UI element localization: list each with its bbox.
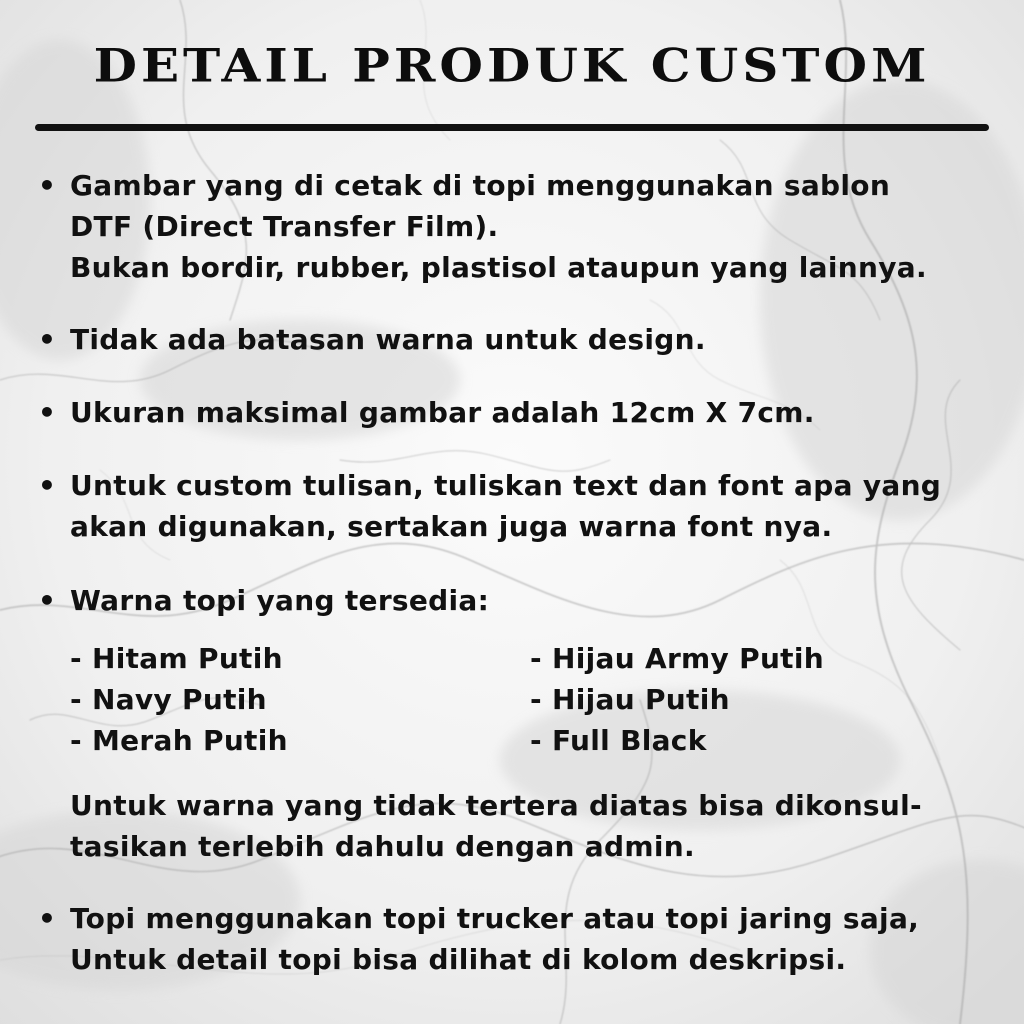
color-option: - Hijau Army Putih — [530, 642, 824, 675]
bullet-icon: • — [38, 902, 56, 935]
list-item-text: Topi menggunakan topi trucker atau topi jaring saja, — [70, 902, 920, 935]
list-item — [36, 165, 1006, 288]
bullet-icon: • — [38, 584, 56, 617]
list-item-text: Untuk detail topi bisa dilihat di kolom deskripsi. — [70, 943, 847, 976]
list-item — [36, 898, 1006, 980]
bullet-icon: • — [38, 323, 56, 356]
list-item — [36, 580, 1006, 621]
list-item-text: Gambar yang di cetak di topi menggunakan sablon — [70, 169, 891, 202]
page-title: DETAIL PRODUK CUSTOM — [93, 38, 931, 93]
list-item-text: akan digunakan, sertakan juga warna font nya. — [70, 510, 833, 543]
list-item-text: Tidak ada batasan warna untuk design. — [70, 323, 706, 356]
color-option: - Full Black — [530, 724, 707, 757]
color-options-right — [530, 638, 824, 761]
color-note — [70, 785, 922, 867]
list-item-text: DTF (Direct Transfer Film). — [70, 210, 499, 243]
bullet-icon: • — [38, 396, 56, 429]
note-text: Untuk warna yang tidak tertera diatas bisa dikonsul- — [70, 789, 922, 822]
list-item-text: Warna topi yang tersedia: — [70, 584, 490, 617]
bullet-icon: • — [38, 169, 56, 202]
note-text: tasikan terlebih dahulu dengan admin. — [70, 830, 695, 863]
color-option: - Hijau Putih — [530, 683, 730, 716]
title-divider — [35, 124, 989, 131]
list-item — [36, 465, 1006, 547]
color-option: - Hitam Putih — [70, 642, 283, 675]
color-options-left — [70, 638, 288, 761]
color-option: - Navy Putih — [70, 683, 267, 716]
list-item — [36, 319, 1006, 360]
list-item-text: Ukuran maksimal gambar adalah 12cm X 7cm. — [70, 396, 815, 429]
bullet-icon: • — [38, 469, 56, 502]
color-option: - Merah Putih — [70, 724, 288, 757]
list-item — [36, 392, 1006, 433]
list-item-text: Bukan bordir, rubber, plastisol ataupun yang lainnya. — [70, 251, 927, 284]
list-item-text: Untuk custom tulisan, tuliskan text dan font apa yang — [70, 469, 942, 502]
